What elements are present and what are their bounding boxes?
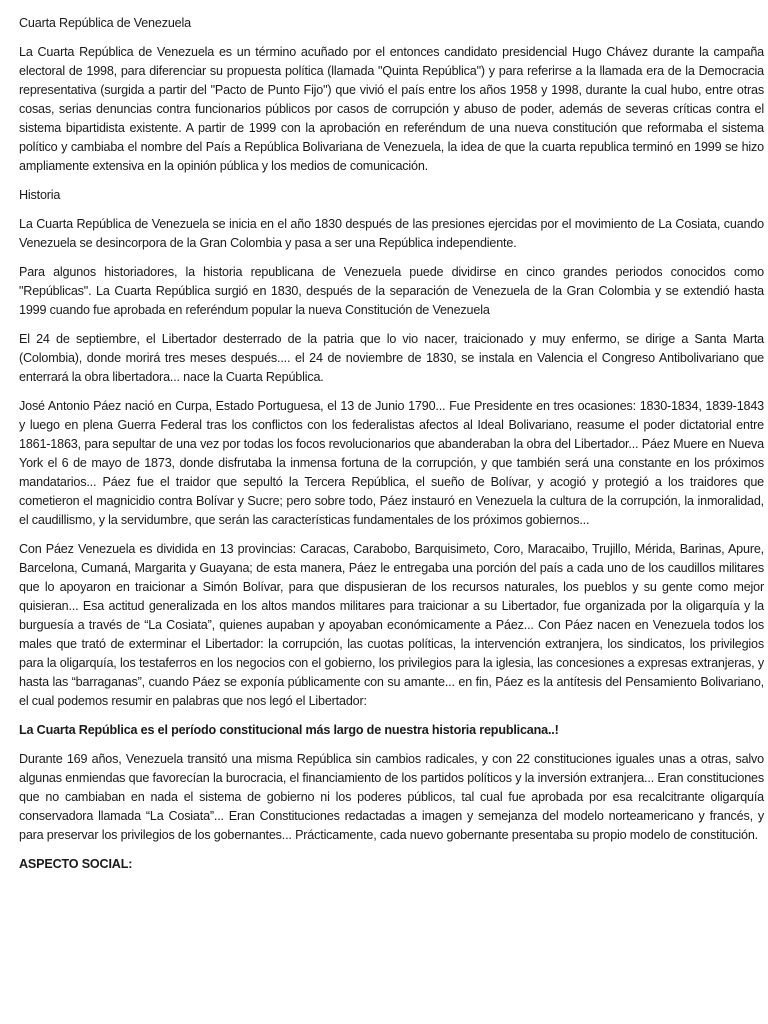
bold-statement: La Cuarta República es el período constitucional más largo de nuestra historia republicana..! [19, 723, 559, 737]
intro-paragraph: La Cuarta República de Venezuela es un término acuñado por el entonces candidato presidencial Hugo Chávez durante la campaña electoral de 1998, para diferenciar su propuesta política (llamada "Quinta República") y para referirse a la llamada era de la Democracia representativa (surgida a partir del "Pacto de Punto Fijo") que vivió el país entre los años 1958 y 1998, durante la cual hubo, entre otras cosas, serias denuncias contra funcionarios públicos por casos de corrupción y abuso de poder, además de severas críticas contra el sistema bipartidista existente. A partir de 1999 con la aprobación en referéndum de una nueva constitución que reformaba el sistema político y cambiaba el nombre del País a República Bolivariana de Venezuela, la idea de que la cuarta republica terminó en 1999 se hizo ampliamente extensiva en la opinión pública y los medios de comunicación. [19, 45, 764, 173]
document-page [19, 14, 768, 884]
constitutions-paragraph: Durante 169 años, Venezuela transitó una misma República sin cambios radicales, y con 22 constituciones iguales unas a otras, salvo algunas enmiendas que favorecían la burocracia, el financiamiento de los partidos políticos y la inversión extranjera... Eran constituciones que no cambiaban en nada el sistema de gobierno ni los poderes públicos, tal cual fue aprobada por esa recalcitrante oligarquía conservadora llamada “La Cosiata”... Eran Constituciones redactadas a imagen y semejanza del modelo norteamericano y francés, y para preservar los privilegios de los gobernantes... Prácticamente, cada nuevo gobernante presentaba su propio modelo de constitución. [19, 752, 764, 842]
paez-paragraph-1: José Antonio Páez nació en Curpa, Estado Portuguesa, el 13 de Junio 1790... Fue Presidente en tres ocasiones: 1830-1834, 1839-1843 y luego en plena Guerra Federal tras los conflictos con los federalistas afectos al Ideal Bolivariano, reasume el poder dictatorial entre 1861-1863, para sepultar de una vez por todas los focos revolucionarios que abanderaban la obra del Libertador... Páez Muere en Nueva York el 6 de mayo de 1873, donde disfrutaba la inmensa fortuna de la corrupción, y que también será una constante en los próximos mandatarios... Páez fue el traidor que sepultó la Tercera República, el sueño de Bolívar, y acogió y protegió a los traidores que cometieron el magnicidio contra Bolívar y Sucre; pero sobre todo, Páez instauró en Venezuela la cultura de la corrupción, la inmoralidad, el caudillismo, y la servidumbre, que serán las características fundamentales de los próximos gobiernos... [19, 399, 764, 527]
history-paragraph-1: La Cuarta República de Venezuela se inicia en el año 1830 después de las presiones ejercidas por el movimiento de La Cosiata, cuando Venezuela se desincorpora de la Gran Colombia y pasa a ser una República independiente. [19, 217, 764, 250]
history-paragraph-2: Para algunos historiadores, la historia republicana de Venezuela puede dividirse en cinco grandes periodos conocidos como "Repúblicas". La Cuarta República surgió en 1830, después de la separación de Venezuela de la Gran Colombia y se extendió hasta 1999 cuando fue aprobada en referéndum popular la nueva Constitución de Venezuela [19, 265, 764, 317]
social-heading: ASPECTO SOCIAL: [19, 857, 133, 871]
history-heading: Historia [19, 188, 61, 202]
history-paragraph-3: El 24 de septiembre, el Libertador desterrado de la patria que lo vio nacer, traicionado y muy enfermo, se dirige a Santa Marta (Colombia), donde morirá tres meses después.... el 24 de noviembre de 1830, se instala en Valencia el Congreso Antibolivariano que enterrará la obra libertadora... nace la Cuarta República. [19, 332, 764, 384]
document-title: Cuarta República de Venezuela [19, 16, 191, 30]
paez-paragraph-2: Con Páez Venezuela es dividida en 13 provincias: Caracas, Carabobo, Barquisimeto, Coro, Maracaibo, Trujillo, Mérida, Barinas, Apure, Barcelona, Cumaná, Margarita y Guayana; de esta manera, Páez le entregaba una porción del país a cada uno de los caudillos militares que lo apoyaron en traicionar a Simón Bolívar, para que dispusieran de los recursos naturales, los pueblos y su gente como mejor quisieran... Esa actitud generalizada en los altos mandos militares para traicionar a su Libertador, fue organizada por la oligarquía y la burguesía a través de “La Cosiata”, quienes aupaban y apoyaban económicamente a Páez... Con Páez nacen en Venezuela todos los males que trató de exterminar el Libertador: la corrupción, las cuotas políticas, la intervención extranjera, los sindicatos, los privilegios para la oligarquía, los testaferros en los negocios con el gobierno, los privilegios para la iglesia, las concesiones a expresas extranjeras, y hasta las “barraganas”, cuando Páez se exponía públicamente con su amante... en fin, Páez es la antítesis del Pensamiento Bolivariano, el cual podemos resumir en palabras que nos legó el Libertador: [19, 542, 764, 708]
